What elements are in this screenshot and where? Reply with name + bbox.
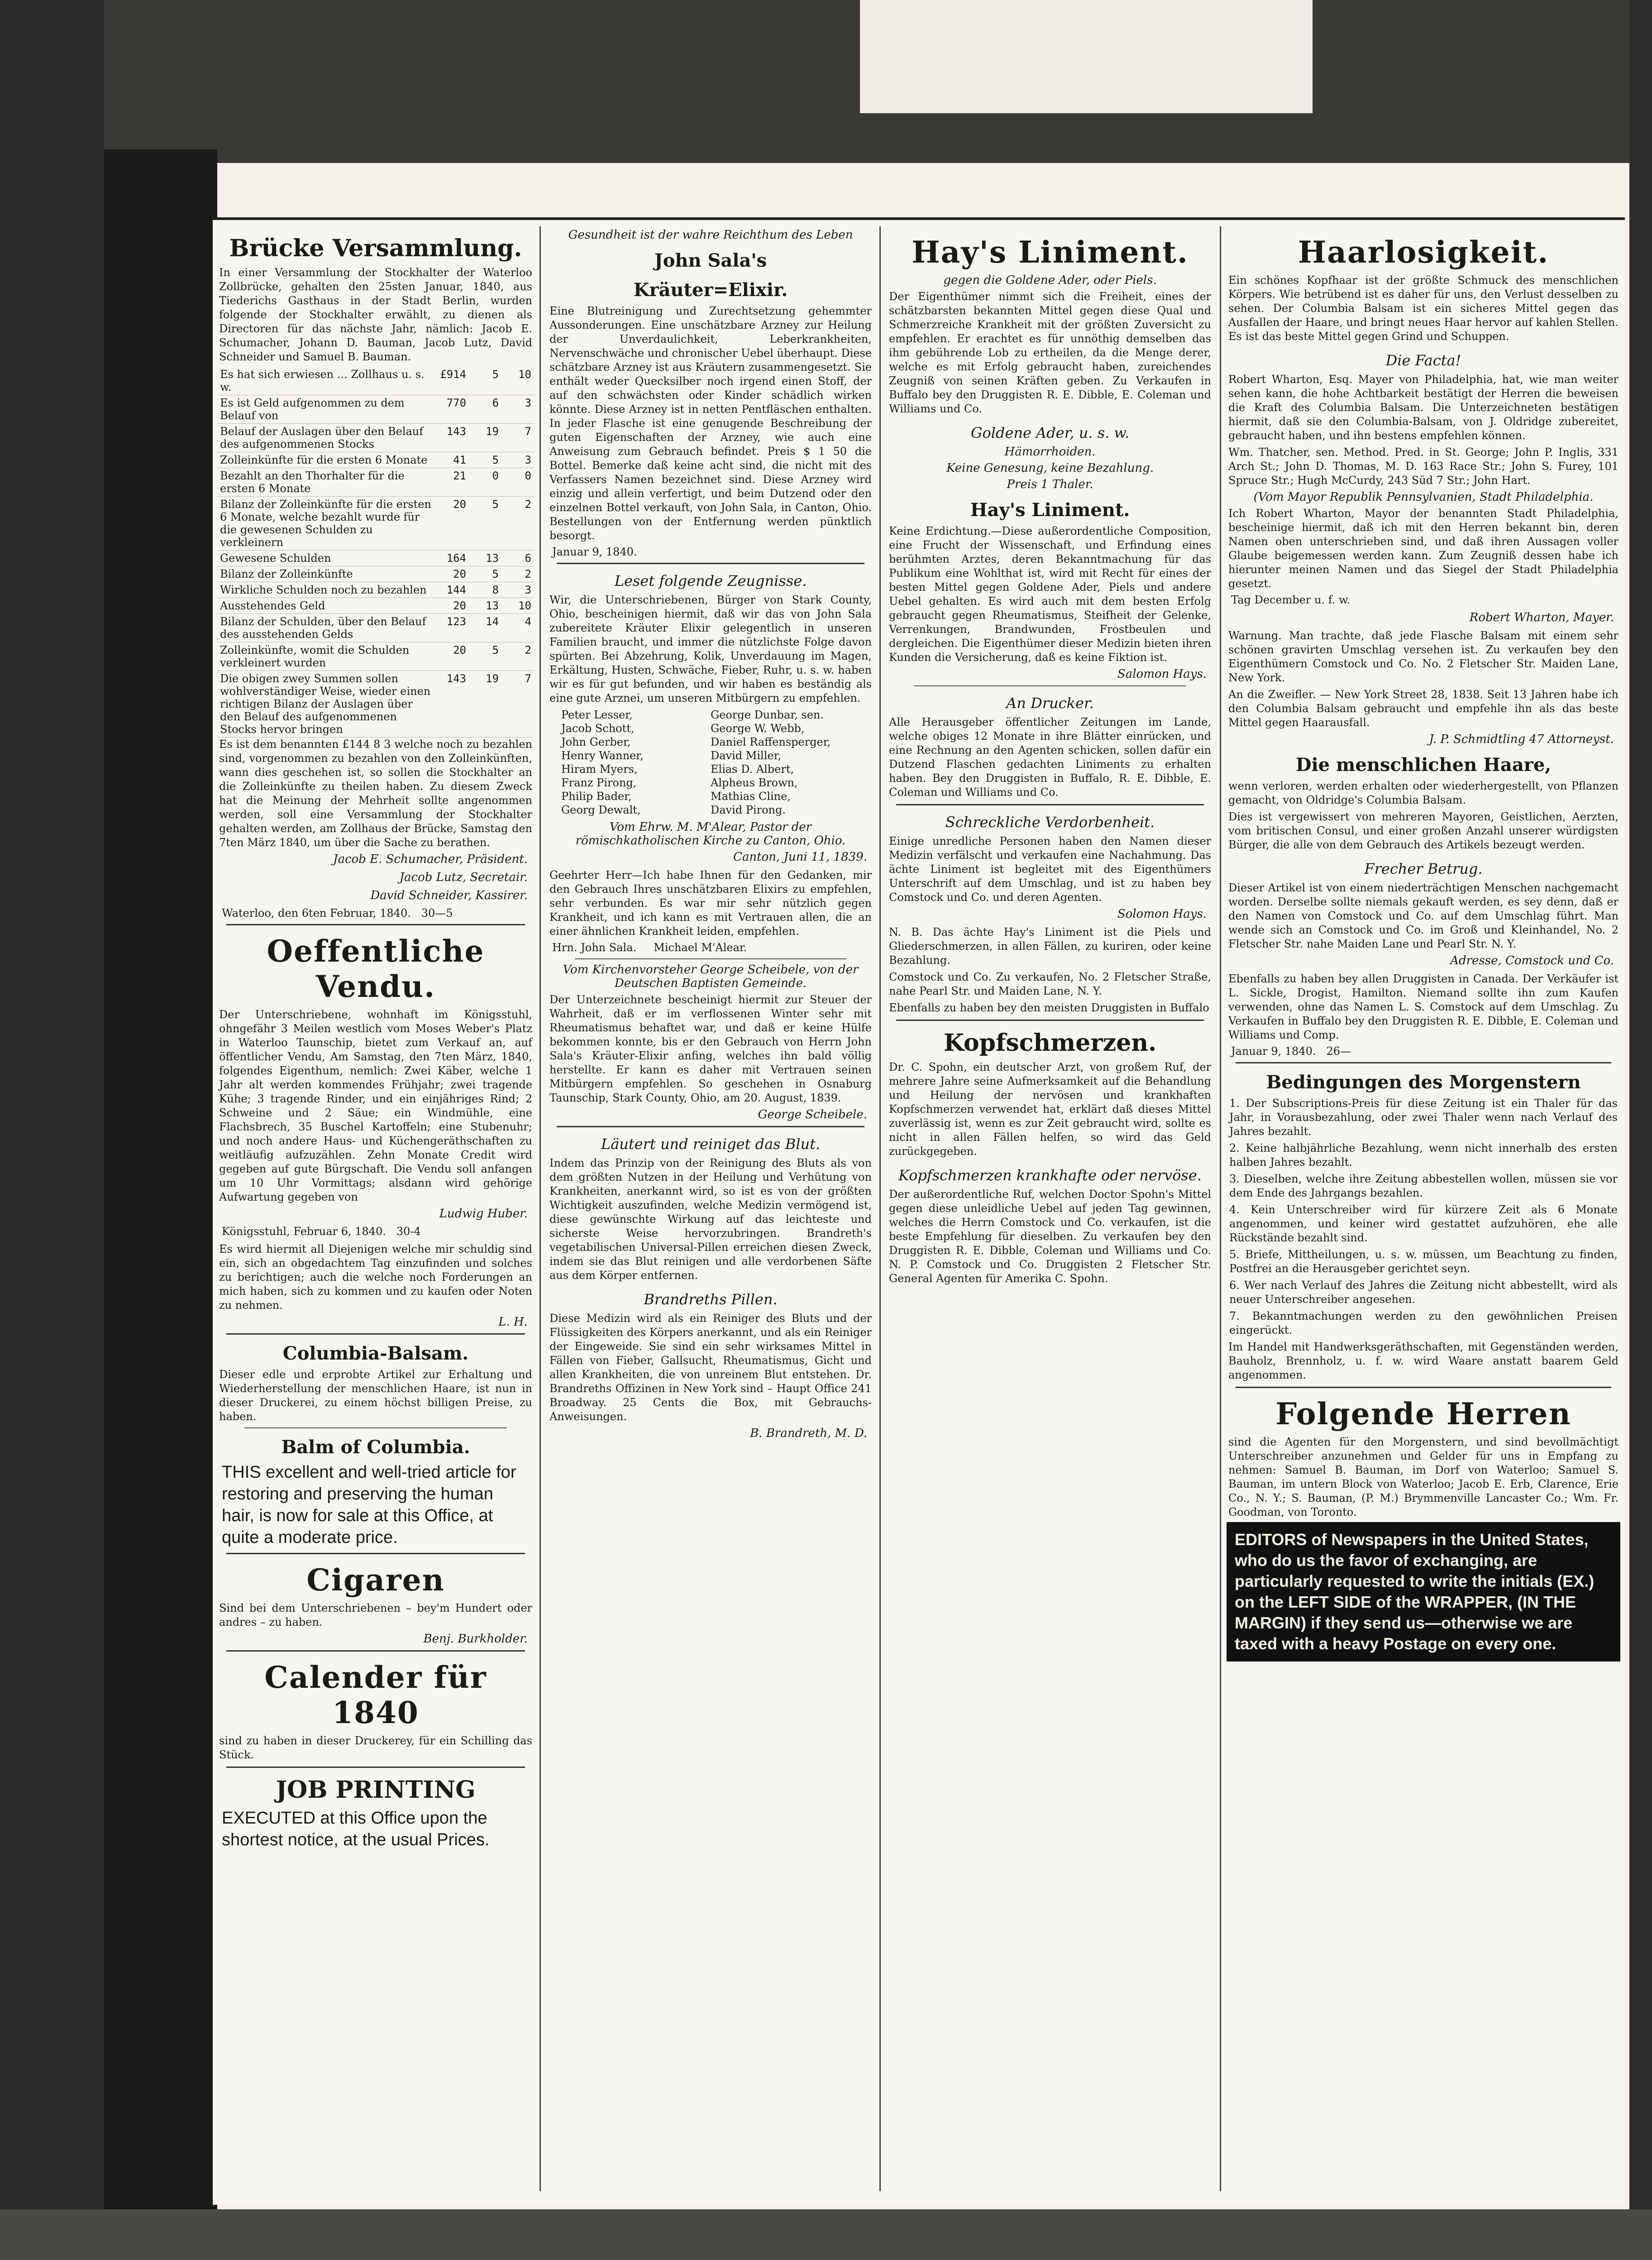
- signer-name: Peter Lesser,: [561, 709, 633, 721]
- signer-name: Jacob Schott,: [561, 722, 635, 735]
- hays-heading-2: Hay's Liniment.: [970, 499, 1130, 521]
- table-row: [217, 614, 534, 642]
- signer-name: Alpheus Brown,: [711, 776, 798, 789]
- hair-heading: Die menschlichen Haare,: [1295, 754, 1552, 776]
- list-item: 7. Bekanntmachungen werden zu den gewöhnlichen Preisen eingerückt.: [1229, 1310, 1618, 1336]
- account-pounds: 123: [436, 614, 469, 642]
- account-pounds: 20: [436, 497, 469, 551]
- signer-name: John Gerber,: [561, 736, 631, 748]
- account-label: Bezahlt an den Thorhalter für die ersten 6 Monate: [217, 468, 436, 497]
- golden-heading: Goldene Ader, u. s. w.: [970, 424, 1130, 441]
- mayor-signature: Robert Wharton, Mayer.: [1469, 611, 1614, 624]
- facts-text: Robert Wharton, Esq. Mayer von Philadelphia, hat, wie man weiter sehen kann, die hohe Achtbarkeit bestätigt der Herren die beweisen die Kraft des Columbia Balsam. Die Unterzeichneten bestätigen hiermit, daß sie den Columbia-Balsam, von J. Oldridge zubereitet, gebraucht haben, und ihn bestens empfehlen können.: [1228, 373, 1619, 442]
- list-item: 2. Keine halbjährliche Bezahlung, wenn nicht innerhalb des ersten halben Jahres bezahlt.: [1229, 1142, 1618, 1168]
- account-pence: 10: [501, 598, 534, 614]
- blood-heading: Läutert und reiniget das Blut.: [601, 1135, 821, 1153]
- place-date-text: Waterloo, den 6ten Februar, 1840.: [222, 907, 411, 919]
- account-pence: 2: [501, 642, 534, 671]
- table-row: [217, 642, 534, 671]
- facts-heading: Die Facta!: [1385, 352, 1461, 369]
- pastor-sig: Michael M'Alear.: [654, 941, 747, 954]
- account-label: Gewesene Schulden: [217, 551, 436, 566]
- table-row: [217, 395, 534, 424]
- account-pence: 10: [501, 367, 534, 395]
- ad-date: [1231, 1045, 1616, 1058]
- golden-price: Preis 1 Thaler.: [1007, 478, 1093, 491]
- divider: [226, 1767, 525, 1768]
- column-rule: [879, 226, 881, 2191]
- account-shillings: 19: [469, 424, 501, 452]
- table-row: [217, 582, 534, 598]
- vendue-date: [222, 1225, 530, 1238]
- divider: [226, 1553, 525, 1554]
- pastor-date: Canton, Juni 11, 1839.: [733, 850, 867, 864]
- golden-sub: Hämorrhoiden.: [1004, 445, 1096, 459]
- testimonials-text: Wir, die Unterschriebenen, Bürger von Stark County, Ohio, bescheinigen hiermit, daß wir das von John Sala zubereitete Kräuter Elixir gelegentlich in unseren Familien braucht, und immer die nützlichste Folge davon spürten. Bei Abzehrung, Kolik, Unverdauung im Magen, Erkältung, Husten, Schwäche, Fieber, Ruhr, u. s. w. haben wir es für gut befunden, und wir haben es beständig als eine gute Arznei, um unseren Mitbürgern zu empfehlen.: [549, 594, 872, 704]
- vendue-date-ref: 30-4: [396, 1225, 421, 1238]
- hays-text: Der Eigenthümer nimmt sich die Freiheit, eines der schätzbarsten bekannten Mittel gegen diese Qual und Schmerzreiche Krankheit mit der größten Zuversicht zu empfehlen. Er erachtet es für unnöthig demselben das ihm gebührende Lob zu ertheilen, da die Menge derer, welche es mit Erfolg gebraucht haben, zureichendes Zeugniß von seinen Kräften geben. Zu Verkaufen in Buffalo bey den Druggisten R. E. Dibble, E. Coleman und Williams und Co.: [889, 290, 1211, 415]
- printer-heading: An Drucker.: [1006, 694, 1094, 712]
- account-pence: 7: [501, 671, 534, 737]
- sala-heading: John Sala's: [654, 250, 767, 271]
- table-row: [217, 598, 534, 614]
- account-pounds: 164: [436, 551, 469, 566]
- hays-text-2: Keine Erdichtung.—Diese außerordentliche Composition, eine Frucht der Wissenschaft, und Erfindung eines berühmten Arztes, deren Bekanntmachung für das Publikum eine Wohlthat ist, wird mit Recht für eines der besten Mittel gegen Goldene Ader, Piels und andere Uebel gehalten. Es wird auch mit dem besten Erfolg gebraucht gegen Rheumatismus, Steifheit der Gelenke, Verrenkungen, Brandwunden, Frostbeulen und dergleichen. Die Eigenthümer dieser Medizin bieten ihren Kunden die Versicherung, daß es keine Fiktion ist.: [889, 525, 1211, 664]
- mayor-text: Ich Robert Wharton, Mayor der benannten Stadt Philadelphia, bescheinige hiermit, daß ich mit den Herren bekannt bin, deren Namen oben unterschrieben sind, und daß ihren Aussagen voller Glaube beigemessen werden kann. Zum Zeugniß dessen habe ich hierunter meinen Namen und das Siegel der Stadt Philadelphia gesetzt.: [1228, 507, 1619, 590]
- column-rule: [1220, 226, 1221, 2191]
- table-row: [217, 424, 534, 452]
- hair-text: Dies ist vergewissert von mehreren Mayoren, Geistlichen, Aerzten, vom britischen Consul, und einer großen Anzahl unserer würdigsten Bürger, die alle von dem Gebrauch des Artikels bezeugt werden.: [1228, 810, 1619, 851]
- signer-name: David Pirong.: [711, 804, 786, 816]
- divider: [226, 1650, 525, 1652]
- account-label: Wirkliche Schulden noch zu bezahlen: [217, 582, 436, 598]
- scan-background-top: [0, 0, 1652, 163]
- account-shillings: 5: [469, 452, 501, 468]
- account-label: Bilanz der Zolleinkünfte: [217, 566, 436, 582]
- column-4: [1227, 226, 1620, 2196]
- calendar-heading: Calender für 1840: [264, 1660, 487, 1730]
- kopf2-text: Der außerordentliche Ruf, welchen Doctor Spohn's Mittel gegen diese unleidliche Uebel auf jeden Tag gewinnen, welches die Herrn Comstock und Co. verkaufen, ist die beste Empfehlung für dieselben. Zu verkaufen bey den Druggisten R. E. Dibble, Coleman und Williams und Co. N. P. Comstock und Co. Druggisten 2 Fletscher Str. General Agenten für Amerika C. Spohn.: [889, 1188, 1211, 1285]
- fraud-heading: Frecher Betrug.: [1364, 860, 1483, 877]
- account-label: Es hat sich erwiesen ... Zollhaus u. s. w.: [217, 367, 436, 395]
- list-item: 4. Kein Unterschreiber wird für kürzere Zeit als 6 Monate angenommen, und keiner wird gestattet aufzuhören, ehe alle Rückstände bezahlt sind.: [1229, 1203, 1618, 1244]
- account-pence: 4: [501, 614, 534, 642]
- notice-text: Es wird hiermit all Diejenigen welche mir schuldig sind ein, sich an obgedachtem Tag einzufinden und solches zu berichtigen; auch die welche noch Forderungen an mich haben, sich zu kommen und zu kaufen oder Noten zu nehmen.: [219, 1243, 532, 1312]
- address-line: Adresse, Comstock und Co.: [1450, 954, 1614, 967]
- brandreth-text: Diese Medizin wird als ein Reiniger des Bluts und der Flüssigkeiten des Körpers anerkannt, und als ein Reiniger der Eingeweide. Sie sind ein sehr wirksames Mittel in Fällen von Fieber, Gallsucht, Rheumatismus, Gicht und allen Krankheiten, die von unreinem Blut entstehen. Dr. Brandreths Offizinen in New York sind – Haupt Office 241 Broadway. 25 Cents die Box, mit Gebrauchs-Anweisungen.: [549, 1312, 872, 1423]
- warning-text: Warnung. Man trachte, daß jede Flasche Balsam mit einem sehr schönen gravirten Umschlag versehen ist. Zu verkaufen bey den Eigenthümern Comstock und Co. No. 2 Fletscher Str. Maiden Lane, New York.: [1228, 629, 1619, 684]
- divider: [244, 1427, 507, 1428]
- schreck-heading: Schreckliche Verdorbenheit.: [945, 814, 1155, 831]
- signer-name: Hiram Myers,: [561, 763, 638, 776]
- herren-text: sind die Agenten für den Morgenstern, und sind bevollmächtigt Unterschreiber anzunehmen und Gelder für uns in Empfang zu nehmen: Samuel B. Bauman, im Dorf von Waterloo; Samuel S. Bauman, im untern Block von Waterloo; Jacob E. Erb, Clarence, Erie Co., N. Y.; S. Bauman, (P. M.) Brymmenville Lancaster Co.; Wm. Fr. Goodman, von Toronto.: [1228, 1436, 1619, 1518]
- schreck-text: Einige unredliche Personen haben den Namen dieser Medizin verfälscht und verkaufen eine Nachahmung. Das ächte Liniment ist begleitet mit des Eigenthümers Unterschrift auf dem Umschlag, und ist zu haben bey Comstock und Co. und deren Agenten.: [889, 835, 1211, 904]
- meeting-paragraph: Es ist dem benannten £144 8 3 welche noch zu bezahlen sind, vorgenommen zu bezahlen von den Zolleinkünften, wann dies geschehen ist, so sollen die Stockhalter an die Zolleinkünfte zu theilen haben. Zu diesem Zweck hat die Meinung der Mehrheit sollte angenommen werden, soll eine Versammlung der Stockhalter gehalten werden, am Zollhaus der Brücke, Samstag den 7ten März 1840, um über die Sache zu berathen.: [219, 738, 532, 849]
- divider: [557, 563, 864, 564]
- account-shillings: 8: [469, 582, 501, 598]
- account-label: Es ist Geld aufgenommen zu dem Belauf von: [217, 395, 436, 424]
- account-pounds: 770: [436, 395, 469, 424]
- list-item: 6. Wer nach Verlauf des Jahres die Zeitung nicht abbestellt, wird als neuer Unterschreiber angesehen.: [1229, 1279, 1618, 1306]
- vendue-text: Der Unterschriebene, wohnhaft im Königsstuhl, ohngefähr 3 Meilen westlich vom Moses Weber's Platz in Waterloo Taunschip, bietet zum Verkauf an, auf öffentlicher Vendu, Am Samstag, den 7ten März, 1840, folgendes Eigenthum, nemlich: Zwei Käber, welche 1 Jahr alt werden kommendes Frühjahr; zwei tragende Kühe; 3 tragende Rinder, und ein einjähriges Rind; 2 Schweine und 2 Säue; ein Windmühle, eine Flachsbrech, 35 Buschel Kartoffeln; eine Stubenuhr; und noch andere Haus- und Küchengeräthschaften zu weitläufig aufzuzählen. Zehn Monate Credit wird gegeben auf gute Bürgschaft. Die Vendu soll anfangen um 10 Uhr Vormittags; alsdann wird gehörige Aufwartung gegeben von: [219, 1008, 532, 1203]
- divider: [1236, 1387, 1611, 1388]
- job-printing-heading: JOB PRINTING: [276, 1776, 476, 1804]
- account-pounds: 20: [436, 566, 469, 582]
- account-pounds: 144: [436, 582, 469, 598]
- church-signature: George Scheibele.: [758, 1108, 867, 1121]
- calendar-text: sind zu haben in dieser Druckerey, für ein Schilling das Stück.: [219, 1734, 532, 1761]
- account-pence: 0: [501, 468, 534, 497]
- pastor-heading: Vom Ehrw. M. M'Alear, Pastor der römischkatholischen Kirche zu Canton, Ohio.: [575, 820, 846, 848]
- signer-name: George W. Webb,: [711, 722, 805, 735]
- scan-background-left: [0, 0, 104, 2260]
- account-shillings: 6: [469, 395, 501, 424]
- account-shillings: 0: [469, 468, 501, 497]
- columbia-heading: Columbia-Balsam.: [282, 1343, 469, 1364]
- account-shillings: 14: [469, 614, 501, 642]
- warning-signature: J. P. Schmidtling 47 Attorneyst.: [1429, 733, 1614, 746]
- table-row: [217, 497, 534, 551]
- balm-text: THIS excellent and well-tried article for restoring and preserving the human hair, is now for sale at this Office, at quite a moderate price.: [222, 1463, 516, 1547]
- editors-notice: [1227, 1522, 1620, 1661]
- list-item: 3. Dieselben, welche ihre Zeitung abbestellen wollen, müssen sie vor dem Ende des Jahrgangs bezahlen.: [1229, 1173, 1618, 1199]
- account-label: Belauf der Auslagen über den Belauf des aufgenommenen Stocks: [217, 424, 436, 452]
- columbia-text: Dieser edle und erprobte Artikel zur Erhaltung und Wiederherstellung der menschlichen Haare, ist nun in dieser Druckerei, zu einem höchst billigen Preise, zu haben.: [219, 1368, 532, 1423]
- meeting-paragraph: In einer Versammlung der Stockhalter der Waterloo Zollbrücke, gehalten den 25sten Januar, 1840, aus Tiederichs Gasthaus in der Stadt Berlin, wurden folgende der Stockhalter erwählt, zu dienen als Directoren für das nächste Jahr, nämlich: Jacob E. Schumacher, Johann D. Bauman, Jacob Lutz, David Schneider und Samuel B. Bauman.: [219, 266, 532, 363]
- signer-name: George Dunbar, sen.: [711, 709, 824, 721]
- account-shillings: 5: [469, 642, 501, 671]
- warning-text: An die Zweifler. — New York Street 28, 1838. Seit 13 Jahren habe ich den Columbia Balsam gebraucht und empfehle ihn als das beste Mittel gegen Haarausfall.: [1228, 688, 1619, 729]
- canada-text: Ebenfalls zu haben bey allen Druggisten in Canada. Der Verkäufer ist L. Sickle, Drogist, Hamilton. Niemand sollte ihn zum Kaufen verwenden, ohne das Namen L. S. Comstock auf dem Umschlag. Zu Verkaufen in Buffalo bey den Druggisten R. E. Dibble, E. Coleman und Williams und Comp.: [1228, 972, 1619, 1041]
- signer-name: Elias D. Albert,: [711, 763, 794, 776]
- signer-name: Henry Wanner,: [561, 749, 644, 762]
- church-text: Der Unterzeichnete bescheinigt hiermit zur Steuer der Wahrheit, daß er im verflossenen Winter sehr mit Rheumatismus behaftet war, und daß er keine Hülfe bekommen konnte, bis er den Gebrauch von Herrn John Sala's Kräuter-Elixir anfing, welches ihn bald völlig herstellte. Er kann es daher mit Vertrauen seinen Mitbürgern empfehlen. So geschehen in Osnaburg Taunschip, Stark County, Ohio, am 20. August, 1839.: [549, 993, 872, 1104]
- table-row: [217, 551, 534, 566]
- kopf2-heading: Kopfschmerzen krankhafte oder nervöse.: [898, 1167, 1202, 1184]
- signer-name: David Miller,: [711, 749, 782, 762]
- account-pounds: £914: [436, 367, 469, 395]
- list-item: 1. Der Subscriptions-Preis für diese Zeitung ist ein Thaler für das Jahr, in Vorausbezahlung, oder zwei Thaler wenn nach Verlauf des Jahres bezahlt.: [1229, 1097, 1618, 1138]
- scan-paper-strip: [860, 0, 1313, 113]
- account-label: Bilanz der Schulden, über den Belauf des ausstehenden Gelds: [217, 614, 436, 642]
- comstock-text: Comstock und Co. Zu verkaufen, No. 2 Fletscher Straße, nahe Pearl Str. und Maiden Lane, N. Y.: [889, 971, 1211, 997]
- sala-subheading: Kräuter=Elixir.: [633, 279, 788, 301]
- signer-name: Mathias Cline,: [711, 790, 791, 803]
- meeting-heading: Brücke Versammlung.: [229, 235, 522, 262]
- divider: [226, 1333, 525, 1335]
- account-pounds: 41: [436, 452, 469, 468]
- account-pounds: 21: [436, 468, 469, 497]
- account-pence: 2: [501, 566, 534, 582]
- scan-background-right: [1629, 0, 1652, 2260]
- account-shillings: 13: [469, 598, 501, 614]
- testimonials-heading: Leset folgende Zeugnisse.: [614, 572, 807, 589]
- comstock-text: Ebenfalls zu haben bey den meisten Druggisten in Buffalo: [889, 1001, 1209, 1014]
- table-row: [217, 671, 534, 737]
- account-pence: 3: [501, 452, 534, 468]
- account-pounds: 143: [436, 424, 469, 452]
- column-3: [887, 226, 1213, 2196]
- account-pence: 6: [501, 551, 534, 566]
- trade-text: Im Handel mit Handwerksgeräthschaften, mit Gegenständen werden, Bauholz, Brennholz, u. f. w. wird Waare anstatt baarem Geld angenommen.: [1228, 1341, 1619, 1381]
- signer-name: Georg Dewalt,: [561, 804, 641, 816]
- hays-signature: Salomon Hays.: [1117, 667, 1207, 681]
- job-printing-text: EXECUTED at this Office upon the shortest notice, at the usual Prices.: [222, 1809, 490, 1849]
- fraud-text: Dieser Artikel ist von einem niederträchtigen Menschen nachgemacht worden. Derselbe sollte niemals gekauft werden, es sey denn, daß er den Namen von Comstock und Co. auf dem Umschlag führt. Man wende sich an Comstock und Co. im Groß und Kleinhandel, No. 2 Fletscher Str. nahe Maiden Lane und Pearl Str. N. Y.: [1228, 881, 1619, 950]
- signature: Jacob E. Schumacher, Präsident.: [333, 852, 528, 866]
- sala-intro: Eine Blutreinigung und Zurechtsetzung gehemmter Aussonderungen. Eine unschätzbare Arzney zur Heilung der Unverdaulichkeit, Leberkrankheiten, Nervenschwäche und chronischer Uebel überhaupt. Diese schätzbare Arzney ist aus Kräutern zusammengesetzt. Sie enthält weder Quecksilber noch irgend einen Stoff, der auf den schwächsten oder Kinder schädlich wirken könnte. Diese Arzney ist in netten Pentfläschen enthalten. In jeder Flasche ist eine genugende Beschreibung der guten Eigenschaften der Arzney, wie auch eine Anweisung zum Gebrauch befindet. Preis $ 1 50 die Bottel. Bemerke daß keine acht sind, die nicht mit des Verfassers Namen bezeichnet sind. Diese Arzney wird einzig und allein verfertigt, und beim Dutzend oder den einzelnen Bottel verkauft, von John Sala, in Canton, Ohio. Bestellungen von der Entfernung werden pünktlich besorgt.: [549, 305, 872, 542]
- account-label: Die obigen zwey Summen sollen wohlverständiger Weise, wieder einen richtigen Bilanz der Auslagen über den Belauf des aufgenommenen Stocks hervor bringen: [217, 671, 436, 737]
- hays-subheading: gegen die Goldene Ader, oder Piels.: [943, 273, 1157, 287]
- account-label: Ausstehendes Geld: [217, 598, 436, 614]
- kopf-text: Dr. C. Spohn, ein deutscher Arzt, von großem Ruf, der mehrere Jahre seine Aufmerksamkeit auf die Behandlung und Heilung der nervösen und krankhaften Kopfschmerzen verwendet hat, erklärt daß dieses Mittel zuverlässig ist, wenn es zur Zeit gebraucht wird, sollte es nicht in allen Fällen helfen, so wird das Geld zurückgegeben.: [889, 1061, 1211, 1158]
- pastor-sig: Hrn. John Sala.: [552, 941, 637, 954]
- vendue-heading: Oeffentliche Vendu.: [267, 934, 485, 1004]
- pastor-signatures: [552, 941, 869, 954]
- account-pounds: 143: [436, 671, 469, 737]
- mayor-heading: (Vom Mayor Republik Pennsylvanien, Stadt Philadelphia.: [1253, 490, 1594, 504]
- motto: Gesundheit ist der wahre Reichthum des Leben: [568, 228, 853, 242]
- column-1: [217, 226, 534, 2196]
- account-shillings: 19: [469, 671, 501, 737]
- schreck-signature: Solomon Hays.: [1117, 907, 1207, 921]
- table-row: [217, 566, 534, 582]
- divider: [1236, 1062, 1611, 1063]
- haarlos-heading: Haarlosigkeit.: [1298, 235, 1549, 270]
- account-label: Zolleinkünfte, womit die Schulden verkleinert wurden: [217, 642, 436, 671]
- divider: [226, 924, 525, 925]
- signature: Jacob Lutz, Secretair.: [399, 871, 528, 884]
- cigar-signature: Benj. Burkholder.: [423, 1632, 528, 1646]
- kopf-heading: Kopfschmerzen.: [943, 1029, 1157, 1057]
- divider: [914, 685, 1186, 686]
- account-shillings: 5: [469, 566, 501, 582]
- place-date-ref: 30—5: [421, 907, 453, 919]
- account-pounds: 20: [436, 598, 469, 614]
- printer-text: Alle Herausgeber öffentlicher Zeitungen im Lande, welche obiges 12 Monate in ihre Blätter einrücken, und eine Rechnung an den Agenten schicken, sollen dafür ein Dutzend Flaschen gedachten Liniments zu erhalten haben. Bey den Druggisten in Buffalo, R. E. Dibble, E. Coleman und Williams und Co.: [889, 716, 1211, 799]
- page-top-rule: [213, 217, 1625, 220]
- ad-date-text: Januar 9, 1840.: [1231, 1045, 1316, 1058]
- ad-date-ref: 26—: [1326, 1045, 1351, 1058]
- notice-signature: L. H.: [498, 1315, 528, 1329]
- cigar-heading: Cigaren: [306, 1562, 445, 1598]
- hair-text: wenn verloren, werden erhalten oder wiederhergestellt, von Pflanzen gemacht, von Oldridge's Columbia Balsam.: [1228, 780, 1619, 806]
- account-label: Zolleinkünfte für die ersten 6 Monate: [217, 452, 436, 468]
- divider: [557, 1126, 864, 1127]
- vendue-date-text: Königsstuhl, Februar 6, 1840.: [222, 1225, 386, 1238]
- signature: David Schneider, Kassirer.: [370, 889, 528, 902]
- account-pence: 3: [501, 582, 534, 598]
- facts-names: Wm. Thatcher, sen. Method. Pred. in St. George; John P. Inglis, 331 Arch St.; John D. Thomas, M. D. 163 Race Str.; John S. Furey, 101 Spruce Str.; Hugh McCurdy, 243 Süd 7 Str.; John Hart.: [1228, 446, 1619, 487]
- place-date: [222, 907, 530, 919]
- account-pence: 7: [501, 424, 534, 452]
- mayor-date: Tag December u. f. w.: [1231, 594, 1351, 606]
- signer-name: Philip Bader,: [561, 790, 632, 803]
- conditions-heading: Bedingungen des Morgenstern: [1266, 1072, 1581, 1093]
- divider: [575, 958, 846, 959]
- accounts-table: [217, 367, 534, 737]
- pastor-text: Geehrter Herr—Ich habe Ihnen für den Gedanken, mir den Gebrauch Ihres unschätzbaren Elixirs zu empfehlen, sehr verbunden. Es war mir sehr nützlich gegen Krankheit, und ich kann es mit Vertrauen allen, die an einer ähnlichen Krankheit leiden, empfehlen.: [549, 869, 872, 938]
- column-rule: [540, 226, 541, 2191]
- account-pence: 2: [501, 497, 534, 551]
- haarlos-text: Ein schönes Kopfhaar ist der größte Schmuck des menschlichen Körpers. Wie betrübend ist es daher für uns, den Verlust desselben zu sehen. Der Columbia Balsam ist ein sicheres Mittel gegen das Ausfallen der Haare, und bringt neues Haar hervor auf kahlen Stellen. Es ist das beste Mittel gegen Grind und Schuppen.: [1228, 274, 1619, 343]
- account-label: Bilanz der Zolleinkünfte für die ersten 6 Monate, welche bezahlt wurde für die gewesenen Schulden zu verkleinern: [217, 497, 436, 551]
- table-row: [217, 367, 534, 395]
- brandreth-heading: Brandreths Pillen.: [644, 1291, 778, 1308]
- table-row: [217, 452, 534, 468]
- newspaper-page: [213, 217, 1625, 2205]
- account-shillings: 5: [469, 497, 501, 551]
- divider: [896, 804, 1204, 805]
- hays-heading: Hay's Liniment.: [912, 235, 1189, 270]
- column-2: [548, 226, 874, 2196]
- account-shillings: 13: [469, 551, 501, 566]
- blood-text: Indem das Prinzip von der Reinigung des Bluts als von dem größten Nutzen in der Heilung und Verhütung von Krankheiten, anerkannt wird, so ist es von der größten Wichtigkeit auszufinden, welche Medizin vermögend ist, diese gewünschte Wirkung auf das leichteste und sicherste Weise hervorzubringen. Brandreth's vegetabilischen Universal-Pillen erreichen diesen Zweck, indem sie das Blut reinigen und alle verdorbenen Säfte aus dem Körper entfernen.: [549, 1157, 872, 1282]
- vendue-signature: Ludwig Huber.: [439, 1207, 528, 1221]
- table-row: [217, 468, 534, 497]
- page-binding-shadow: [104, 149, 217, 2232]
- signers-list: [561, 708, 860, 817]
- schreck-note: N. B. Das ächte Hay's Liniment ist die Piels und Gliederschmerzen, in allen Fällen, zu kuriren, oder keine Bezahlung.: [889, 926, 1211, 967]
- divider: [896, 1020, 1204, 1021]
- account-pounds: 20: [436, 642, 469, 671]
- editors-text: EDITORS of Newspapers in the United States, who do us the favor of exchanging, are particularly requested to write the initials (EX.) on the LEFT SIDE of the WRAPPER, (IN THE MARGIN) if they send us—otherwise we are taxed with a heavy Postage on every one.: [1235, 1530, 1595, 1653]
- sala-date: Januar 9, 1840.: [552, 546, 637, 558]
- balm-heading: Balm of Columbia.: [281, 1436, 470, 1458]
- signer-name: Daniel Raffensperger,: [711, 736, 831, 748]
- church-heading: Vom Kirchenvorsteher George Scheibele, von der Deutschen Baptisten Gemeinde.: [563, 963, 859, 990]
- cigar-text: Sind bei dem Unterschriebenen – bey'm Hundert oder andres – zu haben.: [219, 1602, 532, 1628]
- scan-background-bottom: [0, 2209, 1652, 2260]
- signer-name: Franz Pirong,: [561, 776, 637, 789]
- account-pence: 3: [501, 395, 534, 424]
- herren-heading: Folgende Herren: [1275, 1396, 1571, 1432]
- brandreth-signature: B. Brandreth, M. D.: [750, 1427, 867, 1440]
- account-shillings: 5: [469, 367, 501, 395]
- golden-sub: Keine Genesung, keine Bezahlung.: [946, 461, 1154, 475]
- list-item: 5. Briefe, Mittheilungen, u. s. w. müssen, um Beachtung zu finden, Postfrei an die Herausgeber gerichtet seyn.: [1229, 1248, 1618, 1275]
